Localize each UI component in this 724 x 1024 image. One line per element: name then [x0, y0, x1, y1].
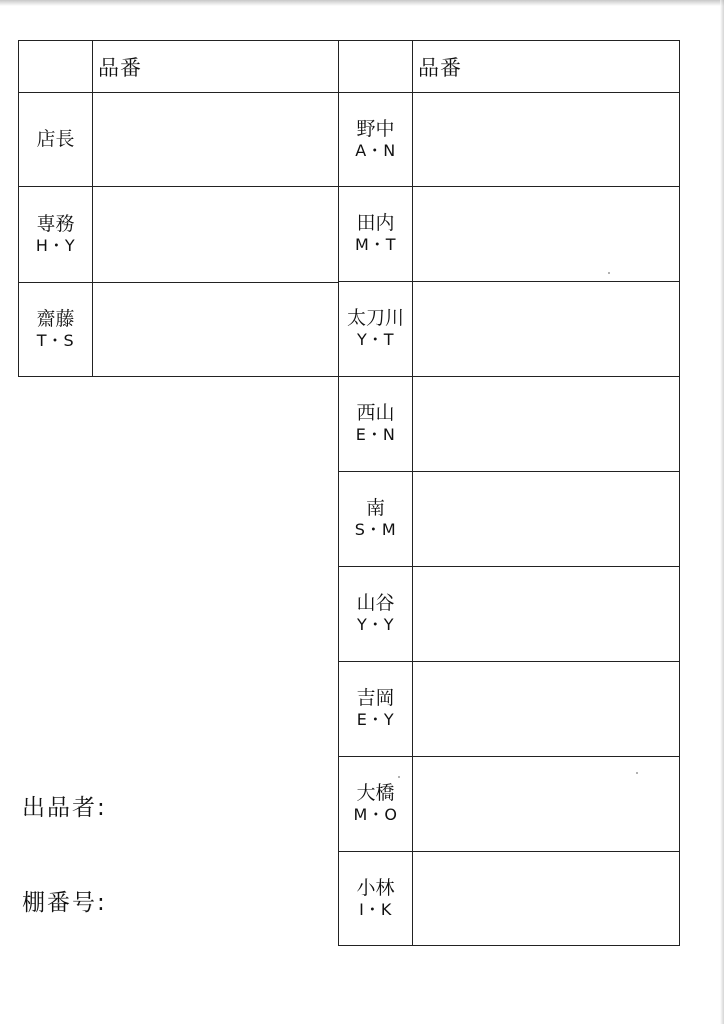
right-row-name-cell	[339, 377, 413, 472]
staff-name: 齋藤	[36, 307, 75, 330]
staff-initials: S・M	[354, 520, 397, 539]
staff-initials: M・T	[354, 235, 397, 254]
staff-name: 吉岡	[356, 687, 395, 709]
product-number-entry-cell[interactable]	[413, 852, 680, 946]
staff-initials: E・N	[355, 425, 396, 444]
left-row-name-cell	[19, 93, 93, 187]
product-number-entry-cell[interactable]	[413, 567, 680, 662]
right-row-name-cell	[339, 472, 413, 567]
staff-name: 山谷	[356, 592, 395, 614]
product-number-entry-cell[interactable]	[413, 472, 680, 567]
right-row-name-cell	[339, 187, 413, 282]
right-product-table	[338, 40, 680, 946]
shelf-number-label: 棚番号:	[22, 890, 107, 916]
staff-initials: T・S	[36, 330, 75, 350]
staff-name: 太刀川	[346, 307, 404, 329]
right-row-name-cell	[339, 757, 413, 852]
staff-name: 大橋	[356, 782, 395, 804]
staff-name: 西山	[356, 402, 395, 424]
product-number-entry-cell[interactable]	[413, 187, 680, 282]
staff-initials: M・O	[353, 805, 398, 824]
right-header-corner-cell	[339, 41, 413, 93]
left-header-corner-cell	[19, 41, 93, 93]
product-number-entry-cell[interactable]	[93, 283, 339, 377]
left-row-name-cell	[19, 283, 93, 377]
right-row-name-cell	[339, 93, 413, 187]
staff-name: 田内	[356, 212, 395, 234]
product-number-entry-cell[interactable]	[413, 93, 680, 187]
product-number-entry-cell[interactable]	[93, 93, 339, 187]
product-number-entry-cell[interactable]	[413, 662, 680, 757]
exhibitor-label: 出品者:	[22, 795, 107, 821]
staff-name: 専務	[36, 212, 75, 235]
left-row-name-cell	[19, 187, 93, 283]
product-number-entry-cell[interactable]	[413, 377, 680, 472]
right-row-name-cell	[339, 852, 413, 946]
staff-initials: Y・Y	[356, 615, 395, 634]
staff-initials: A・N	[355, 140, 396, 160]
right-row-name-cell	[339, 662, 413, 757]
product-number-entry-cell[interactable]	[93, 187, 339, 283]
product-number-entry-cell[interactable]	[413, 282, 680, 377]
staff-name: 南	[365, 497, 385, 519]
staff-initials: E・Y	[356, 710, 395, 729]
right-header-product-number: 品番	[413, 41, 680, 93]
scan-edge-right	[720, 0, 724, 1024]
staff-name: 野中	[356, 117, 395, 140]
scan-edge-top	[0, 0, 724, 6]
staff-initials: Y・T	[356, 330, 395, 349]
staff-initials: I・K	[359, 899, 392, 919]
right-row-name-cell	[339, 282, 413, 377]
left-product-table	[18, 40, 339, 377]
staff-name: 小林	[356, 876, 395, 899]
staff-initials: H・Y	[35, 235, 76, 255]
right-row-name-cell	[339, 567, 413, 662]
left-header-product-number: 品番	[93, 41, 339, 93]
staff-name: 店長	[36, 128, 75, 150]
product-number-entry-cell[interactable]	[413, 757, 680, 852]
